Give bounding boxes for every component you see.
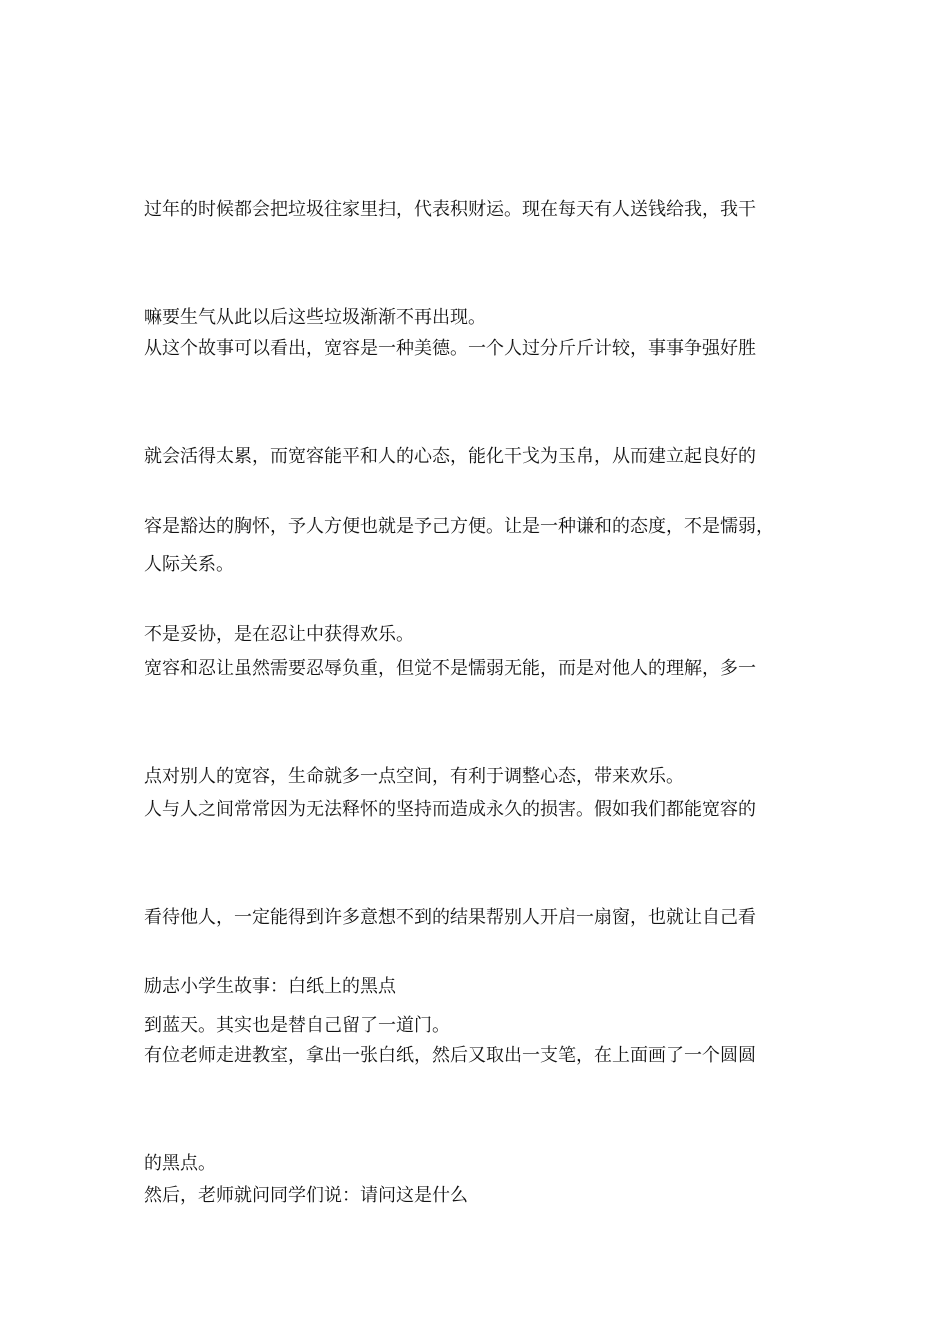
heading-line: 励志小学生故事：白纸上的黑点	[144, 976, 396, 997]
paragraph-line: 人际关系。	[144, 554, 234, 575]
paragraph-line: 从这个故事可以看出，宽容是一种美德。一个人过分斤斤计较，事事争强好胜	[144, 338, 756, 359]
paragraph-line: 然后，老师就问同学们说：请问这是什么	[144, 1185, 468, 1206]
paragraph-line: 到蓝天。其实也是替自己留了一道门。	[144, 1015, 450, 1036]
paragraph-line: 宽容和忍让虽然需要忍辱负重，但觉不是懦弱无能，而是对他人的理解，多一	[144, 658, 756, 679]
paragraph-7	[144, 1106, 824, 1286]
paragraph-line: 人与人之间常常因为无法释怀的坚持而造成永久的损害。假如我们都能宽容的	[144, 799, 756, 820]
paragraph-line: 就会活得太累，而宽容能平和人的心态，能化干戈为玉帛，从而建立起良好的	[144, 446, 756, 467]
paragraph-line: 的黑点。	[144, 1153, 216, 1174]
paragraph-line: 看待他人，一定能得到许多意想不到的结果帮别人开启一扇窗，也就让自己看	[144, 907, 756, 928]
paragraph-line: 不是妥协，是在忍让中获得欢乐。	[144, 624, 414, 645]
paragraph-line: 过年的时候都会把垃圾往家里扫，代表积财运。现在每天有人送钱给我，我干	[144, 199, 756, 220]
paragraph-line: 点对别人的宽容，生命就多一点空间，有利于调整心态，带来欢乐。	[144, 766, 684, 787]
paragraph-line: 容是豁达的胸怀，予人方便也就是予己方便。让是一种谦和的态度，不是懦弱，	[144, 516, 774, 537]
paragraph-line: 有位老师走进教室，拿出一张白纸，然后又取出一支笔，在上面画了一个圆圆	[144, 1045, 756, 1066]
paragraph-line: 嘛要生气从此以后这些垃圾渐渐不再出现。	[144, 307, 486, 328]
